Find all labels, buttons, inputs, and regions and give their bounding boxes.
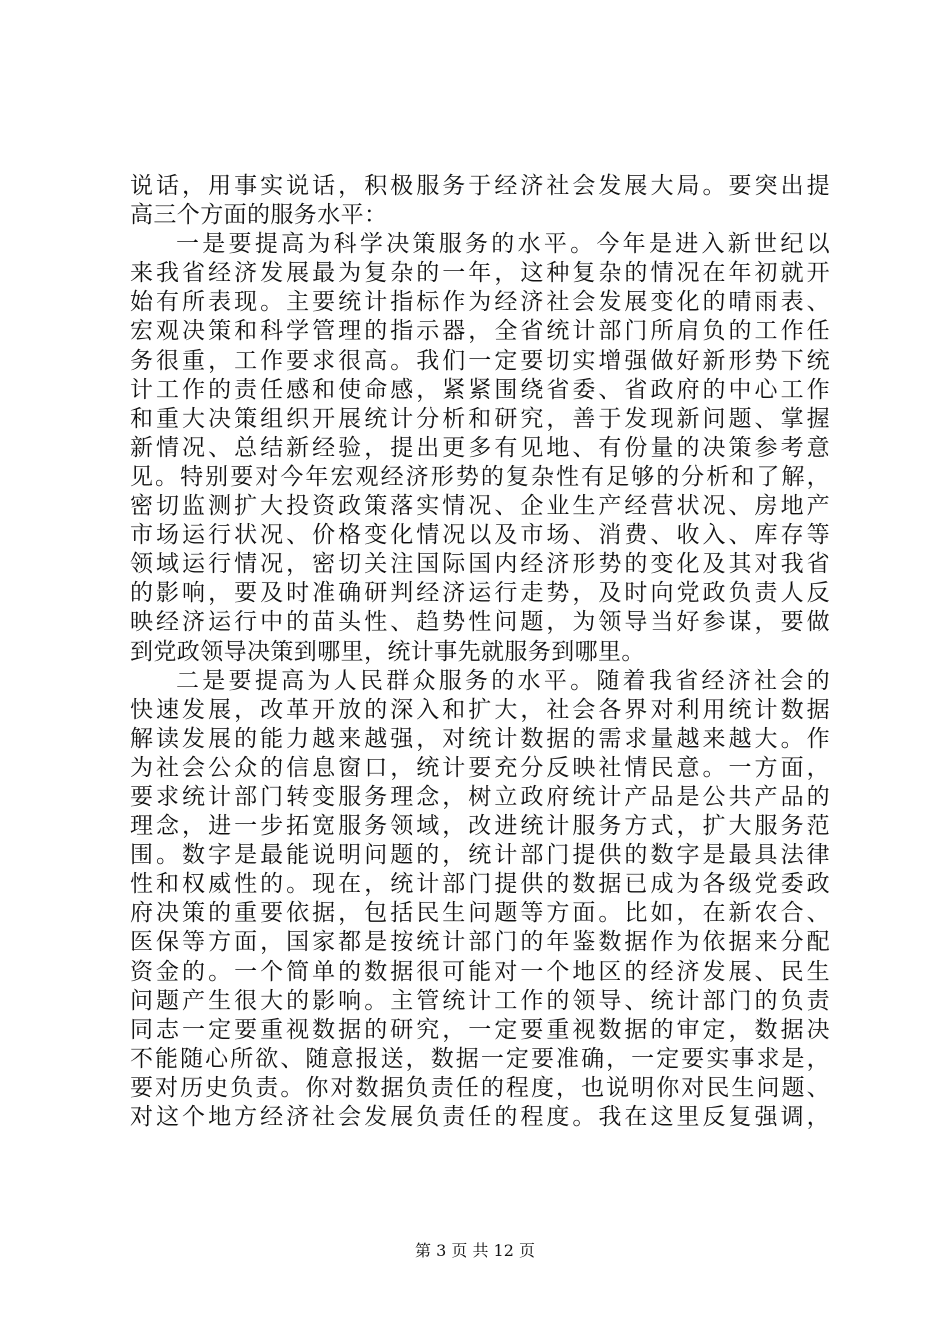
text-line: 理念，进一步拓宽服务领域，改进统计服务方式，扩大服务范	[130, 813, 830, 840]
text-line: 性和权威性的。现在，统计部门提供的数据已成为各级党委政	[130, 871, 830, 898]
text-line: 同志一定要重视数据的研究，一定要重视数据的审定，数据决	[130, 1016, 830, 1043]
paragraph-first-line: 一是要提高为科学决策服务的水平。今年是进入新世纪以	[176, 231, 830, 258]
text-line: 资金的。一个简单的数据很可能对一个地区的经济发展、民生	[130, 958, 830, 985]
text-line: 围。数字是最能说明问题的，统计部门提供的数字是最具法律	[130, 842, 830, 869]
text-line: 府决策的重要依据，包括民生问题等方面。比如，在新农合、	[130, 900, 830, 927]
text-line: 务很重，工作要求很高。我们一定要切实增强做好新形势下统	[130, 347, 830, 374]
text-line: 密切监测扩大投资政策落实情况、企业生产经营状况、房地产	[130, 493, 830, 520]
paragraph-first-line: 二是要提高为人民群众服务的水平。随着我省经济社会的	[176, 667, 830, 694]
text-line: 市场运行状况、价格变化情况以及市场、消费、收入、库存等	[130, 522, 830, 549]
body-text	[130, 172, 830, 1132]
text-line: 要求统计部门转变服务理念，树立政府统计产品是公共产品的	[130, 783, 830, 810]
text-line: 新情况、总结新经验，提出更多有见地、有份量的决策参考意	[130, 434, 830, 461]
text-line: 高三个方面的服务水平：	[130, 202, 388, 229]
text-line: 来我省经济发展最为复杂的一年，这种复杂的情况在年初就开	[130, 260, 830, 287]
text-line: 说话，用事实说话，积极服务于经济社会发展大局。要突出提	[130, 173, 830, 199]
page-number-footer: 第 3 页 共 12 页	[415, 1241, 535, 1260]
text-line: 领域运行情况，密切关注国际国内经济形势的变化及其对我省	[130, 551, 830, 578]
text-line: 始有所表现。主要统计指标作为经济社会发展变化的晴雨表、	[130, 289, 830, 316]
text-line: 问题产生很大的影响。主管统计工作的领导、统计部门的负责	[130, 987, 830, 1014]
text-line: 对这个地方经济社会发展负责任的程度。我在这里反复强调，	[130, 1104, 830, 1130]
text-line: 为社会公众的信息窗口，统计要充分反映社情民意。一方面，	[130, 754, 830, 781]
text-line: 的影响，要及时准确研判经济运行走势，及时向党政负责人反	[130, 580, 830, 607]
text-line: 计工作的责任感和使命感，紧紧围绕省委、省政府的中心工作	[130, 376, 830, 403]
text-line: 快速发展，改革开放的深入和扩大，社会各界对利用统计数据	[130, 696, 830, 723]
text-line: 到党政领导决策到哪里，统计事先就服务到哪里。	[130, 638, 645, 665]
text-line: 不能随心所欲、随意报送，数据一定要准确，一定要实事求是，	[130, 1045, 830, 1072]
text-line: 见。特别要对今年宏观经济形势的复杂性有足够的分析和了解，	[130, 463, 830, 490]
text-line: 映经济运行中的苗头性、趋势性问题，为领导当好参谋，要做	[130, 609, 830, 636]
text-line: 解读发展的能力越来越强，对统计数据的需求量越来越大。作	[130, 725, 830, 752]
text-line: 宏观决策和科学管理的指示器，全省统计部门所肩负的工作任	[130, 318, 830, 345]
text-line: 和重大决策组织开展统计分析和研究，善于发现新问题、掌握	[130, 405, 830, 432]
text-line: 医保等方面，国家都是按统计部门的年鉴数据作为依据来分配	[130, 929, 830, 956]
text-line: 要对历史负责。你对数据负责任的程度，也说明你对民生问题、	[130, 1074, 830, 1101]
